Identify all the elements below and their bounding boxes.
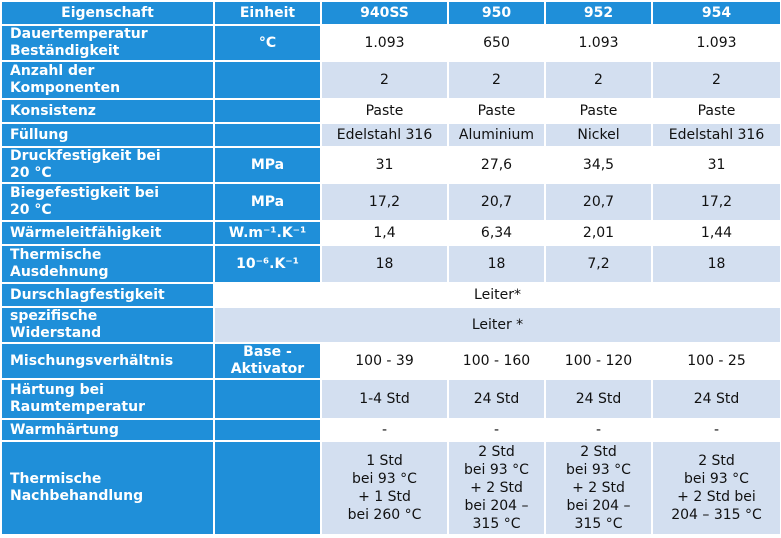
header-product-940ss: 940SS [321,1,448,25]
table-row [1,221,781,245]
value-cell: - [545,419,652,441]
property-label: Mischungsverhältnis [1,343,214,379]
value-cell: 20,7 [545,183,652,221]
property-label: Thermische Ausdehnung [1,245,214,283]
value-cell: Edelstahl 316 [321,123,448,147]
value-cell: 27,6 [448,147,545,183]
header-property: Eigenschaft [1,1,214,25]
property-label: Konsistenz [1,99,214,123]
property-label: Druckfestigkeit bei 20 °C [1,147,214,183]
value-cell: 2 [652,61,781,99]
value-cell: Edelstahl 316 [652,123,781,147]
unit-cell [214,99,321,123]
value-cell: 100 - 39 [321,343,448,379]
value-cell: 1.093 [652,25,781,61]
property-label: Warmhärtung [1,419,214,441]
value-cell: 1.093 [321,25,448,61]
header-product-954: 954 [652,1,781,25]
table-row [1,123,781,147]
property-label: Biegefestigkeit bei 20 °C [1,183,214,221]
property-label: Wärmeleitfähigkeit [1,221,214,245]
value-cell: 2 [448,61,545,99]
table-row [1,419,781,441]
property-label: Füllung [1,123,214,147]
value-cell: 1,4 [321,221,448,245]
value-cell: 2 Std bei 93 °C + 2 Std bei 204 – 315 °C [448,441,545,535]
header-product-950: 950 [448,1,545,25]
property-label: Durschlagfestigkeit [1,283,214,307]
table-row [1,147,781,183]
value-cell: 2 Std bei 93 °C + 2 Std bei 204 – 315 °C [545,441,652,535]
value-cell: 1,44 [652,221,781,245]
table-row [1,307,781,343]
value-cell: 1.093 [545,25,652,61]
property-label: Thermische Nachbehandlung [1,441,214,535]
unit-cell [214,379,321,419]
value-cell: 34,5 [545,147,652,183]
table-row [1,183,781,221]
header-unit: Einheit [214,1,321,25]
unit-cell [214,123,321,147]
table-row [1,99,781,123]
value-cell: 2,01 [545,221,652,245]
value-cell: 100 - 160 [448,343,545,379]
value-cell: Paste [448,99,545,123]
value-cell: Paste [545,99,652,123]
value-cell: 18 [652,245,781,283]
value-cell: - [448,419,545,441]
property-label: spezifische Widerstand [1,307,214,343]
unit-cell: Base - Aktivator [214,343,321,379]
unit-cell: MPa [214,147,321,183]
value-cell: 17,2 [321,183,448,221]
table-row [1,379,781,419]
value-cell: 17,2 [652,183,781,221]
value-cell: Paste [652,99,781,123]
unit-cell [214,419,321,441]
property-label: Anzahl der Komponenten [1,61,214,99]
table-row [1,245,781,283]
value-cell: 1 Std bei 93 °C + 1 Std bei 260 °C [321,441,448,535]
value-cell: 6,34 [448,221,545,245]
merged-value-cell: Leiter* [214,283,781,307]
table-row [1,441,781,535]
value-cell: 18 [448,245,545,283]
value-cell: Nickel [545,123,652,147]
unit-cell [214,441,321,535]
value-cell: 24 Std [448,379,545,419]
unit-cell: 10⁻⁶.K⁻¹ [214,245,321,283]
header-row [1,1,781,25]
value-cell: Aluminium [448,123,545,147]
value-cell: 650 [448,25,545,61]
unit-cell: MPa [214,183,321,221]
value-cell: 7,2 [545,245,652,283]
value-cell: 100 - 25 [652,343,781,379]
value-cell: 2 [321,61,448,99]
value-cell: 2 Std bei 93 °C + 2 Std bei 204 – 315 °C [652,441,781,535]
table-row [1,343,781,379]
value-cell: 24 Std [652,379,781,419]
value-cell: 20,7 [448,183,545,221]
value-cell: 24 Std [545,379,652,419]
value-cell: 2 [545,61,652,99]
value-cell: 1-4 Std [321,379,448,419]
table-row [1,61,781,99]
unit-cell: W.m⁻¹.K⁻¹ [214,221,321,245]
merged-value-cell: Leiter * [214,307,781,343]
value-cell: - [321,419,448,441]
value-cell: 18 [321,245,448,283]
unit-cell [214,61,321,99]
property-label: Dauertemperatur Beständigkeit [1,25,214,61]
table-row [1,25,781,61]
value-cell: 31 [321,147,448,183]
value-cell: Paste [321,99,448,123]
value-cell: 31 [652,147,781,183]
unit-cell: °C [214,25,321,61]
property-label: Härtung bei Raumtemperatur [1,379,214,419]
table-row [1,283,781,307]
value-cell: - [652,419,781,441]
header-product-952: 952 [545,1,652,25]
value-cell: 100 - 120 [545,343,652,379]
